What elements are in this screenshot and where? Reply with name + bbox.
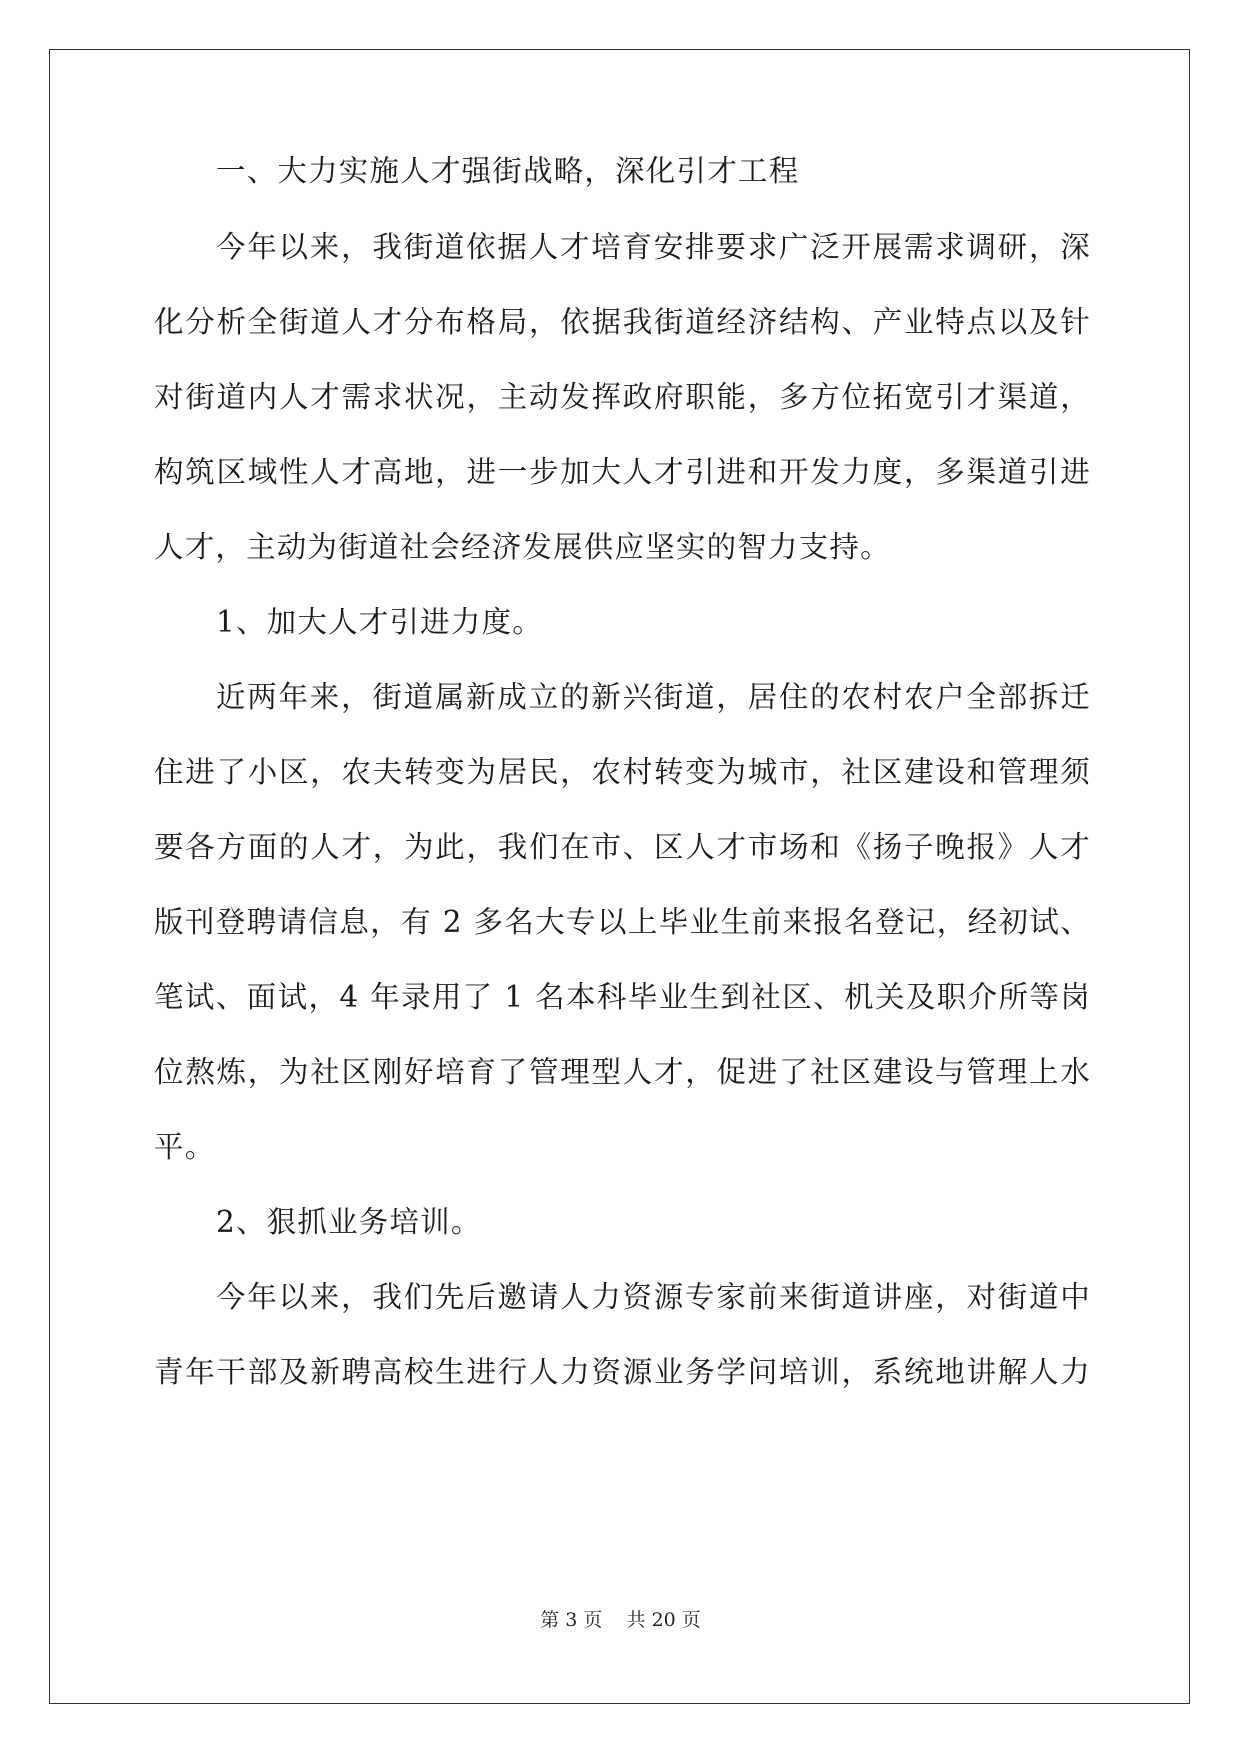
paragraph-line: 人才，主动为街道社会经济发展供应坚实的智力支持。: [154, 530, 891, 564]
paragraph-line: 版刊登聘请信息，有 2 多名大专以上毕业生前来报名登记，经初试、: [154, 905, 1091, 939]
paragraph-line: 青年干部及新聘高校生进行人力资源业务学问培训，系统地讲解人力: [154, 1355, 1091, 1389]
paragraph-line: 对街道内人才需求状况，主动发挥政府职能，多方位拓宽引才渠道，: [154, 380, 1091, 414]
paragraph-line: 要各方面的人才，为此，我们在市、区人才市场和《扬子晚报》人才: [154, 830, 1091, 864]
paragraph-line: 位熬炼，为社区刚好培育了管理型人才，促进了社区建设与管理上水: [154, 1055, 1091, 1089]
page-footer: [0, 1608, 1241, 1632]
paragraph-line: 今年以来，我们先后邀请人力资源专家前来街道讲座，对街道中: [216, 1280, 1091, 1314]
subheading: 2、狠抓业务培训。: [216, 1205, 482, 1239]
paragraph-line: 笔试、面试，4 年录用了 1 名本科毕业生到社区、机关及职介所等岗: [154, 980, 1091, 1014]
paragraph-line: 住进了小区，农夫转变为居民，农村转变为城市，社区建设和管理须: [154, 755, 1091, 789]
subheading: 1、加大人才引进力度。: [216, 605, 543, 639]
paragraph-line: 近两年来，街道属新成立的新兴街道，居住的农村农户全部拆迁: [216, 680, 1091, 714]
page-number: 第 3 页: [540, 1609, 603, 1631]
page-border: [49, 49, 1190, 1704]
page-total: 共 20 页: [626, 1609, 701, 1631]
paragraph-line: 今年以来，我街道依据人才培育安排要求广泛开展需求调研，深: [216, 230, 1091, 264]
paragraph-line: 平。: [154, 1130, 216, 1164]
section-heading: 一、大力实施人才强街战略，深化引才工程: [216, 154, 800, 188]
paragraph-line: 构筑区域性人才高地，进一步加大人才引进和开发力度，多渠道引进: [154, 455, 1091, 489]
paragraph-line: 化分析全街道人才分布格局，依据我街道经济结构、产业特点以及针: [154, 305, 1091, 339]
